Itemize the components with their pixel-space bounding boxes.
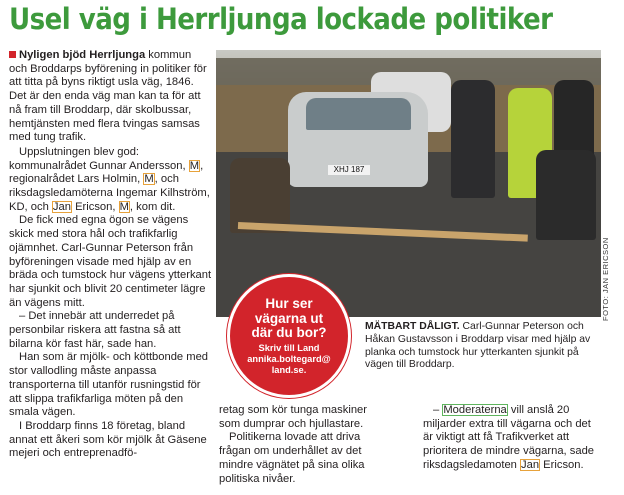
party-tag[interactable]: M <box>189 159 200 172</box>
text: , kom dit. <box>129 200 176 213</box>
party-tag[interactable]: M <box>144 173 154 186</box>
person-link[interactable]: Jan <box>521 458 540 471</box>
paragraph <box>423 404 601 473</box>
text: , regionalrådet Lars Holmin, <box>9 159 204 186</box>
article-column-3 <box>423 404 601 473</box>
caption-label: MÄTBART DÅLIGT. <box>365 321 460 332</box>
photo-license-plate: XHJ 187 <box>328 165 370 175</box>
badge-question <box>230 297 348 341</box>
lead-paragraph <box>9 49 212 145</box>
photo-caption <box>365 321 599 372</box>
paragraph: retag som kör tunga maskiner som dumprar och hjullastare. <box>219 404 367 430</box>
paragraph: De fick med egna ögon se vägens skick med stora hål och trafikfarlig ojämnhet. Carl-Gunnar Peterson från byföreningen visade med hjälp av en bräda och tumstock hur vägens ytterkant har sjunkit och blivit 20 centimeter lägre än vägens mitt. <box>9 214 212 309</box>
dash: – <box>433 404 440 416</box>
article-column-2 <box>219 404 369 486</box>
photo-credit-text: FOTO: JAN ERICSON <box>601 237 610 321</box>
text: vill anslå 20 miljarder extra till vägarna och det är viktigt att få Trafikverket att prioritera de mindre vägarna, sade riksdagsledamoten <box>423 404 595 471</box>
text: Uppslutningen blev god: kommunalrådet Gunnar Andersson, <box>9 145 186 172</box>
paragraph <box>9 146 212 215</box>
badge-line: vägarna ut <box>254 310 324 326</box>
text: Ericson, <box>75 200 116 213</box>
lead-bold: Nyligen bjöd Herrljunga <box>19 49 146 61</box>
badge-line: där du bor? <box>251 325 327 340</box>
badge-line: land.se. <box>271 365 307 375</box>
photo-person <box>536 150 596 240</box>
reader-callout-badge <box>227 274 351 398</box>
caption-text: Carl-Gunnar Peterson och Håkan Gustavsson i Broddarp visar med hjälp av planka och tumstock hur ytterkanten sjunkit på vägen till Broddarp. <box>365 321 591 371</box>
paragraph: Han som är mjölk- och köttbonde med stor vallodling måste anpassa transporterna till utanför rusningstid för att slippa trafikfarliga möten på den smala vägen. <box>9 351 209 419</box>
paragraph: Politikerna lovade att driva frågan om underhållet av det mindre vägnätet på sina olika politiska nivåer. <box>219 431 365 485</box>
text: Ericson. <box>543 458 584 471</box>
party-tag[interactable]: M <box>119 200 129 213</box>
paragraph: I Broddarp finns 18 företag, bland annat ett åkeri som kör mjölk åt Gäsene mejeri och entreprenadfö- <box>9 419 207 460</box>
person-link[interactable]: Jan <box>52 200 71 213</box>
photo-person <box>451 80 495 198</box>
paragraph: – Det innebär att underredet på personbilar riskera att fastna så att bilarna kör fast här, sade han. <box>9 310 181 350</box>
badge-email[interactable]: annika.boltegard@ <box>247 354 331 364</box>
party-link[interactable]: Moderaterna <box>443 404 507 416</box>
article-column-1 <box>9 49 212 461</box>
badge-cta <box>230 343 348 376</box>
photo-credit <box>601 237 615 325</box>
badge-line: Hur ser <box>265 296 313 311</box>
section-square-icon <box>9 51 16 58</box>
lead-text: kommun och Broddarps byförening in politiker för att titta på byns riktigt usla väg, 1846. Det är den enda väg man kan ta för att nå fram till Broddarp, där skolbussar, hemtjänsten med flera tvingas samsas med tung trafik. <box>9 49 207 144</box>
headline: Usel väg i Herrljunga lockade politiker <box>9 2 553 36</box>
badge-line: Skriv till Land <box>258 343 320 353</box>
photo-car-window <box>306 98 411 130</box>
text: , och riksdagsledamöterna Ingemar Kilhström, KD, och <box>9 173 210 213</box>
